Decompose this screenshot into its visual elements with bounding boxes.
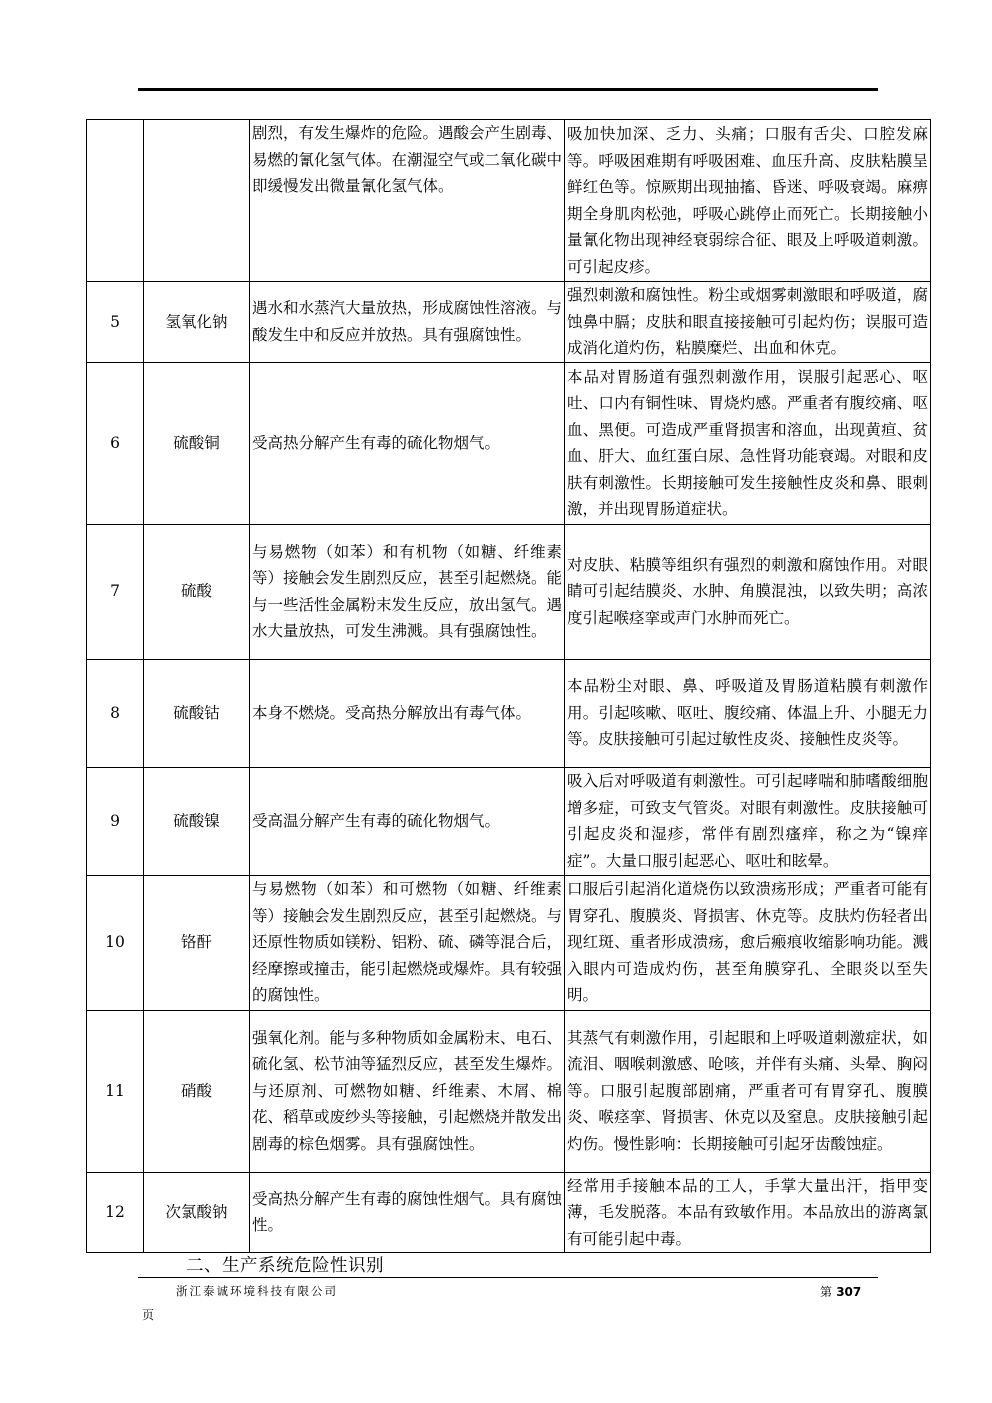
hazard-table xyxy=(86,119,931,1253)
hazard-property: 与易燃物（如苯）和有机物（如糖、纤维素等）接触会发生剧烈反应，甚至引起燃烧。能与一些活性金属粉末发生反应，放出氢气。遇水大量放热，可发生沸溅。具有强腐蚀性。 xyxy=(250,524,565,659)
hazard-property: 受高温分解产生有毒的硫化物烟气。 xyxy=(250,767,565,875)
table-row xyxy=(87,1010,931,1172)
health-hazard: 口服后引起消化道烧伤以致溃疡形成；严重者可能有胃穿孔、腹膜炎、肾损害、休克等。皮肤灼伤轻者出现红斑、重者形成溃疡，愈后瘢痕收缩影响功能。溅入眼内可造成灼伤，甚至角膜穿孔、全眼炎以至失明。 xyxy=(565,875,931,1010)
table-row xyxy=(87,1172,931,1253)
section-title: 二、生产系统危险性识别 xyxy=(186,1256,384,1276)
health-hazard: 本品粉尘对眼、鼻、呼吸道及胃肠道粘膜有刺激作用。引起咳嗽、呕吐、腹绞痛、体温上升、小腿无力等。皮肤接触可引起过敏性皮炎、接触性皮炎等。 xyxy=(565,659,931,767)
chemical-name: 硫酸镍 xyxy=(144,767,250,875)
health-hazard: 强烈刺激和腐蚀性。粉尘或烟雾刺激眼和呼吸道，腐蚀鼻中膈；皮肤和眼直接接触可引起灼伤；误服可造成消化道灼伤，粘膜糜烂、出血和休克。 xyxy=(565,282,931,363)
row-number: 10 xyxy=(87,875,144,1010)
chemical-name: 硫酸钴 xyxy=(144,659,250,767)
table-row xyxy=(87,362,931,524)
table-row xyxy=(87,120,931,282)
table-row xyxy=(87,875,931,1010)
table-row xyxy=(87,659,931,767)
row-number: 12 xyxy=(87,1172,144,1253)
table-row xyxy=(87,524,931,659)
health-hazard: 经常用手接触本品的工人，手掌大量出汗，指甲变薄，毛发脱落。本品有致敏作用。本品放出的游离氯有可能引起中毒。 xyxy=(565,1172,931,1253)
row-number xyxy=(87,120,144,282)
hazard-property: 遇水和水蒸汽大量放热，形成腐蚀性溶液。与酸发生中和反应并放热。具有强腐蚀性。 xyxy=(250,282,565,363)
hazard-property: 与易燃物（如苯）和可燃物（如糖、纤维素等）接触会发生剧烈反应，甚至引起燃烧。与还原性物质如镁粉、铝粉、硫、磷等混合后，经摩擦或撞击，能引起燃烧或爆炸。具有较强的腐蚀性。 xyxy=(250,875,565,1010)
chemical-name: 硫酸 xyxy=(144,524,250,659)
hazard-property: 受高热分解产生有毒的硫化物烟气。 xyxy=(250,362,565,524)
page-number xyxy=(820,1283,861,1300)
header-rule xyxy=(138,88,878,91)
chemical-name: 硝酸 xyxy=(144,1010,250,1172)
row-number: 11 xyxy=(87,1010,144,1172)
chemical-name: 次氯酸钠 xyxy=(144,1172,250,1253)
page-prefix: 第 xyxy=(820,1285,833,1299)
hazard-property: 剧烈，有发生爆炸的危险。遇酸会产生剧毒、易燃的氰化氢气体。在潮湿空气或二氧化碳中即缓慢发出微量氰化氢气体。 xyxy=(250,120,565,282)
row-number: 7 xyxy=(87,524,144,659)
footer-company: 浙江泰诚环境科技有限公司 xyxy=(176,1284,338,1298)
chemical-name xyxy=(144,120,250,282)
health-hazard: 本品对胃肠道有强烈刺激作用，误服引起恶心、呕吐、口内有铜性味、胃烧灼感。严重者有腹绞痛、呕血、黑便。可造成严重肾损害和溶血，出现黄疸、贫血、肝大、血红蛋白尿、急性肾功能衰竭。对眼和皮肤有刺激性。长期接触可发生接触性皮炎和鼻、眼刺激，并出现胃肠道症状。 xyxy=(565,362,931,524)
table-row xyxy=(87,767,931,875)
footer-rule xyxy=(138,1277,878,1278)
health-hazard: 对皮肤、粘膜等组织有强烈的刺激和腐蚀作用。对眼睛可引起结膜炎、水肿、角膜混浊，以致失明；高浓度引起喉痉挛或声门水肿而死亡。 xyxy=(565,524,931,659)
hazard-property: 受高热分解产生有毒的腐蚀性烟气。具有腐蚀性。 xyxy=(250,1172,565,1253)
row-number: 6 xyxy=(87,362,144,524)
health-hazard: 吸入后对呼吸道有刺激性。可引起哮喘和肺嗜酸细胞增多症，可致支气管炎。对眼有刺激性。皮肤接触可引起皮炎和湿疹，常伴有剧烈瘙痒，称之为“镍痒症”。大量口服引起恶心、呕吐和眩晕。 xyxy=(565,767,931,875)
chemical-name: 铬酐 xyxy=(144,875,250,1010)
row-number: 5 xyxy=(87,282,144,363)
page-number-value: 307 xyxy=(836,1285,862,1299)
row-number: 8 xyxy=(87,659,144,767)
health-hazard: 吸加快加深、乏力、头痛；口服有舌尖、口腔发麻等。呼吸困难期有呼吸困难、血压升高、皮肤粘膜呈鲜红色等。惊厥期出现抽搐、昏迷、呼吸衰竭。麻痹期全身肌肉松弛，呼吸心跳停止而死亡。长期接触小量氰化物出现神经衰弱综合征、眼及上呼吸道刺激。可引起皮疹。 xyxy=(565,120,931,282)
hazard-property: 强氧化剂。能与多种物质如金属粉末、电石、硫化氢、松节油等猛烈反应，甚至发生爆炸。与还原剂、可燃物如糖、纤维素、木屑、棉花、稻草或废纱头等接触，引起燃烧并散发出剧毒的棕色烟雾。具有强腐蚀性。 xyxy=(250,1010,565,1172)
chemical-name: 氢氧化钠 xyxy=(144,282,250,363)
hazard-property: 本身不燃烧。受高热分解放出有毒气体。 xyxy=(250,659,565,767)
page-suffix: 页 xyxy=(142,1308,155,1322)
row-number: 9 xyxy=(87,767,144,875)
chemical-name: 硫酸铜 xyxy=(144,362,250,524)
table-row xyxy=(87,282,931,363)
health-hazard: 其蒸气有刺激作用，引起眼和上呼吸道刺激症状，如流泪、咽喉刺激感、呛咳，并伴有头痛、头晕、胸闷等。口服引起腹部剧痛，严重者可有胃穿孔、腹膜炎、喉痉挛、肾损害、休克以及窒息。皮肤接触引起灼伤。慢性影响：长期接触可引起牙齿酸蚀症。 xyxy=(565,1010,931,1172)
